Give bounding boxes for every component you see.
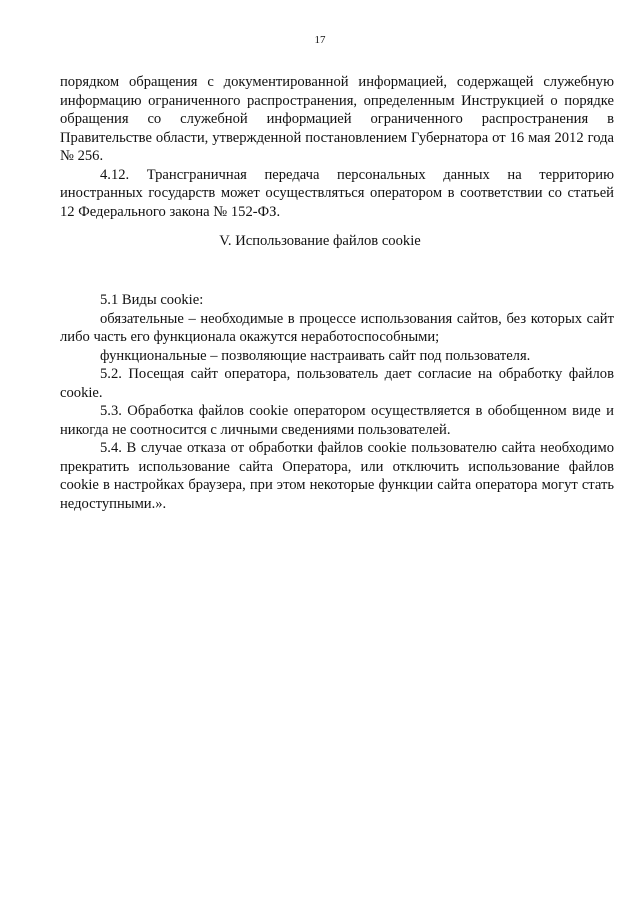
section-5-text: [60, 291, 614, 513]
paragraph-5-3: 5.3. Обработка файлов cookie оператором осуществляется в обобщенном виде и никогда не соотносится с личными сведениями пользователей.: [60, 403, 614, 438]
paragraph-5-1-mandatory: обязательные – необходимые в процессе использования сайтов, без которых сайт либо часть его функционала окажутся неработоспособными;: [60, 310, 614, 345]
section-4-text: [60, 73, 614, 221]
paragraph-5-4: 5.4. В случае отказа от обработки файлов cookie пользователю сайта необходимо прекратить использование сайта Оператора, или отключить использование файлов cookie в настройках браузера, при этом некоторые функции сайта оператора могут стать недоступными.».: [60, 440, 614, 512]
paragraph-continuation: порядком обращения с документированной информацией, содержащей служебную информацию ограниченного распространения, определенным Инструкцией о порядке обращения со служебной информацией ограниченного распространения в Правительстве области, утвержденной постановлением Губернатора от 16 мая 2012 года № 256.: [60, 74, 614, 164]
paragraph-5-1-functional: функциональные – позволяющие настраивать сайт под пользователя.: [100, 347, 531, 364]
paragraph-5-1-title: 5.1 Виды cookie:: [100, 292, 204, 308]
paragraph-4-12: 4.12. Трансграничная передача персональных данных на территорию иностранных государств может осуществляться оператором в соответствии со статьей 12 Федерального закона № 152-ФЗ.: [60, 166, 614, 220]
paragraph-5-2: 5.2. Посещая сайт оператора, пользователь дает согласие на обработку файлов cookie.: [60, 366, 614, 401]
section-5-heading: V. Использование файлов cookie: [219, 233, 421, 249]
page-number: 17: [314, 34, 326, 46]
